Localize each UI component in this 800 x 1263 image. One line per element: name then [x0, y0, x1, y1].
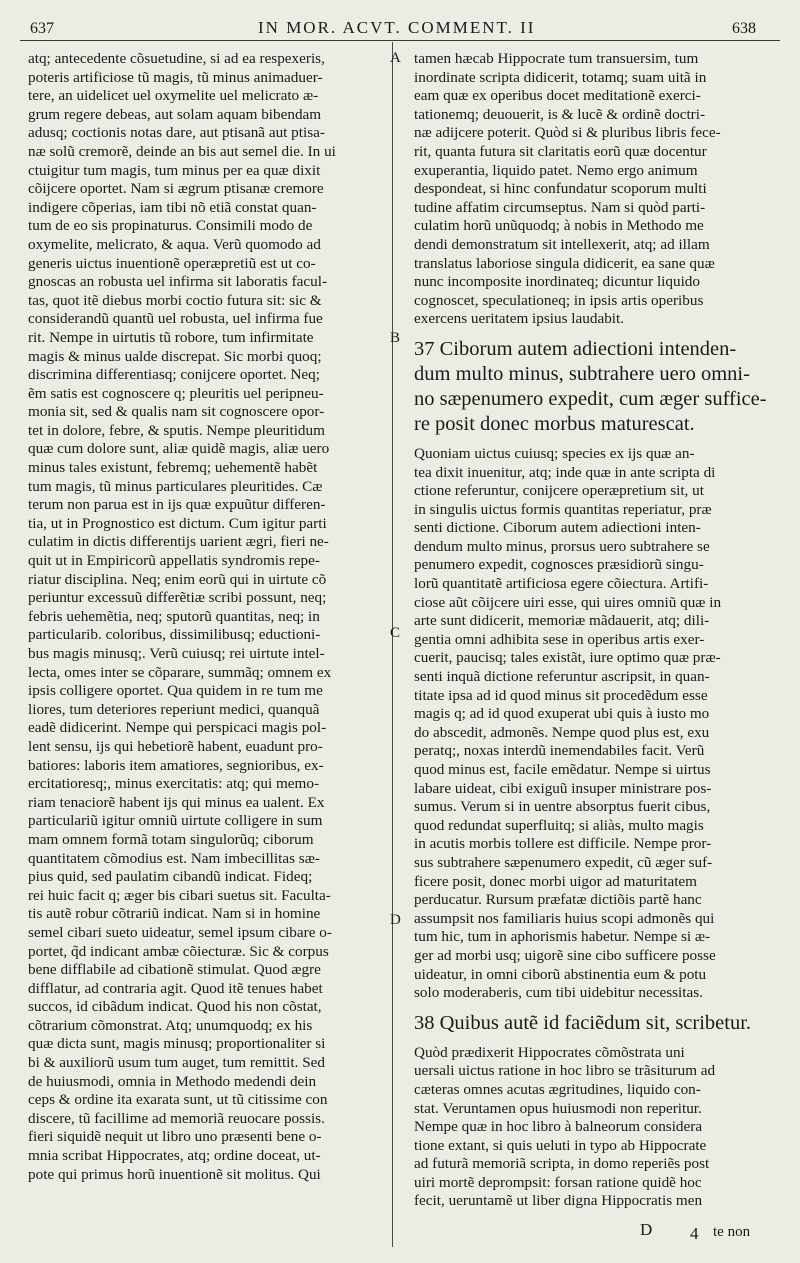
text-line: arte sunt didicerit, memoriæ mãdauerit, atq; dili-	[414, 612, 710, 630]
text-line: uersali uictus ratione in hoc libro se trãsiturum ad	[414, 1062, 716, 1080]
right-column-text-middle	[414, 445, 778, 1003]
running-title: IN MOR. ACVT. COMMENT. II	[258, 18, 536, 37]
text-line: quod minus est, facile emẽdatur. Nempe si uirtus	[414, 761, 711, 778]
text-line: discere, tũ facillime ad memoriã reuocare possis.	[28, 1109, 325, 1127]
text-line: febris uehemẽtia, neq; sputorũ quantitas, neq; in	[28, 607, 320, 625]
right-column	[414, 50, 778, 1211]
text-line: labare uideat, cibi exiguũ insuper ministrare pos-	[414, 779, 712, 797]
text-line: næ adijcere poterit. Quòd si & pluribus libris fece-	[414, 124, 721, 142]
text-line: inordinate scripta didicerit, totamq; suam uitã in	[414, 68, 707, 86]
text-line: cõijcere oportet. Nam si ægrum ptisanæ cremore	[28, 180, 324, 198]
text-line: in singulis uictus formis quantitas reperiatur, præ	[414, 500, 712, 518]
text-line: lorũ quantitatẽ artificiosa egere cõiectura. Artifi-	[414, 575, 709, 593]
text-line: uideatur, in omni ciborũ abstinentia eum & potu	[414, 965, 707, 983]
signature-mark: D	[640, 1220, 653, 1239]
text-line: culatim in dictis differentijs uarient ægri, fieri ne-	[28, 533, 329, 551]
text-line: grum regere debeas, aut solam aquam bibendam	[28, 105, 322, 123]
text-line: pote qui primus horũ inuentionẽ sit molitus. Qui	[28, 1165, 321, 1183]
text-line: portet, q̃d indicant ambæ cõiecturæ. Sic & corpus	[28, 942, 329, 960]
text-line: riatur disciplina. Neq; enim eorũ qui in uirtute cõ	[28, 570, 327, 588]
page-number-right: 638	[732, 20, 756, 37]
catchword: te non	[713, 1224, 751, 1240]
text-line: tum hic, tum in aphorismis habetur. Nempe si æ-	[414, 928, 711, 946]
section-marker-c: C	[390, 625, 401, 641]
left-column	[28, 50, 384, 1184]
text-line: tione extant, si quis ueluti in typo ab Hippocrate	[414, 1136, 707, 1154]
right-column-text-bottom	[414, 1044, 778, 1211]
text-line: assumpsit nos familiaris huius scopi admonẽs qui	[414, 909, 715, 927]
text-line: tudine affatim circumseptus. Nam si quòd parti-	[414, 198, 706, 216]
text-line: difflatur, ad contraria agit. Quod itẽ tenues habet	[28, 979, 323, 997]
text-line: lecta, omes inter se cõparare, summãq; omnem ex	[28, 663, 332, 681]
text-line: discrimina differentiasq; conijcere oportet. Neq;	[28, 366, 320, 384]
text-line: Quoniam uictus cuiusq; species ex ijs quæ an-	[414, 444, 695, 462]
header-rule	[20, 40, 780, 41]
heading-line: 37 Ciborum autem adiectioni intenden-	[414, 337, 737, 360]
text-line: translatus laboriose singula didicerit, ea sane quæ	[414, 254, 715, 272]
text-line: ger ad morbi usq; uigorẽ sine cibo sufficere posse	[414, 946, 716, 964]
text-line: poteris artificiose tũ magis, tũ minus animaduer-	[28, 68, 323, 86]
text-line: generis uictus inuentionẽ operæpretiũ est ut co-	[28, 254, 316, 272]
text-line: stat. Veruntamen opus huiusmodi non reperitur.	[414, 1099, 702, 1117]
text-line: atq; antecedente cõsuetudine, si ad ea respexeris,	[28, 50, 325, 67]
text-line: gnoscas an robusta uel infirma sit laboratis facul-	[28, 273, 328, 291]
text-line: dendum multo minus, prorsus uero subtrahere se	[414, 537, 710, 555]
text-line: quantitatem cõmodius est. Nam imbecillitas sæ-	[28, 849, 320, 867]
text-line: quit ut in Empiricorũ appellatis syndromis repe-	[28, 552, 320, 570]
text-line: fecit, ueruntamẽ ut liber digna Hippocratis men	[414, 1192, 703, 1210]
text-line: dendi demonstratum sit intellexerit, atq; ad illam	[414, 235, 710, 253]
text-line: ipsis colligere oportet. Qua quidem in re tum me	[28, 682, 323, 700]
text-line: ciose aũt cõijcere uiri esse, qui uires omniũ quæ in	[414, 593, 722, 611]
text-line: ceps & ordine ita exarata sunt, ut tũ citissime con	[28, 1091, 328, 1109]
text-line: riam tenaciorẽ habent ijs qui minus ea ualent. Ex	[28, 793, 325, 811]
text-line: tamen hæcab Hippocrate tum transuersim, tum	[414, 50, 699, 67]
text-line: mnia scribat Hippocrates, atq; ordine doceat, ut-	[28, 1147, 321, 1165]
text-line: senti dictione. Ciborum autem adiectioni inten-	[414, 519, 701, 537]
page-header	[0, 0, 800, 44]
text-line: quod redundat superfluitq; si aliàs, multo magis	[414, 816, 704, 834]
text-line: semel cibari sueto uideatur, semel ipsum cibare o-	[28, 923, 332, 941]
text-line: cõtrarium cõmonstrat. Atq; unumquodq; ex his	[28, 1016, 313, 1034]
text-line: do abscedit, admonẽs. Nempe quod plus est, exu	[414, 723, 710, 741]
text-line: tis autẽ robur cõtrariũ indicat. Nam si in homine	[28, 905, 321, 923]
text-line: perducatur. Rursum præfatæ dictiõis partẽ hanc	[414, 891, 702, 909]
text-line: tea dixit inuenitur, atq; inde quæ in ante scripta di	[414, 463, 716, 481]
text-line: exercens ueritatem ipsius laudabit.	[414, 310, 625, 328]
text-line: considerandũ quantũ uel robusta, uel infirma fue	[28, 310, 323, 328]
text-line: culatim horũ unũquodq; à nobis in Methodo me	[414, 217, 704, 235]
text-line: adusq; coctionis notas dare, aut ptisanã aut ptisa-	[28, 124, 325, 142]
section-marker-a: A	[390, 50, 401, 66]
text-line: particularib. coloribus, dissimilibusq; eductioni-	[28, 626, 321, 644]
text-line: uiri mortẽ deprompsit: forsan ratione quidẽ hoc	[414, 1173, 702, 1191]
text-line: monia sit, sed & qualis nam sit cognoscere opor-	[28, 403, 325, 421]
text-line: cæteras omnes acutas ægritudines, liquido con-	[414, 1080, 701, 1098]
text-line: penumero expedit, cognosces præsidiorũ singu-	[414, 556, 704, 574]
text-line: senti inquã dictione referuntur ascripsit, in quan-	[414, 668, 710, 686]
heading-38: 38 Quibus autẽ id faciẽdum sit, scribetur.	[414, 1011, 752, 1034]
text-line: eam quæ ex operibus docet meditationẽ exerci-	[414, 87, 701, 105]
text-line: ad futurã memoriã scripta, in domo reperiẽs post	[414, 1155, 710, 1173]
signature-number: 4	[690, 1224, 699, 1243]
text-line: bus magis minusq;. Verũ cuiusq; rei uirtute intel-	[28, 645, 325, 662]
heading-line: re posit donec morbus maturescat.	[414, 412, 695, 435]
text-line: particulariũ igitur omniũ uirtute colligere in sum	[28, 812, 323, 830]
text-line: ẽm satis est cognoscere q; pleuritis uel peripneu-	[28, 384, 324, 402]
text-line: fieri siquidẽ nequit ut libro uno præsenti bene o-	[28, 1128, 322, 1146]
text-line: oxymelite, melicrato, & aqua. Verũ quomodo ad	[28, 235, 321, 253]
page-number-left: 637	[30, 20, 54, 37]
text-line: ficere posit, donec morbi uigor ad maturitatem	[414, 872, 697, 890]
text-line: mam omnem formã totam singulorũq; ciborum	[28, 830, 314, 848]
text-line: tia, ut in Prognostico est dictum. Cum igitur parti	[28, 514, 327, 532]
text-line: succos, id cibãdum indicat. Quod his non cõstat,	[28, 998, 322, 1016]
text-line: tum magis, tũ minus particulares pleuritides. Cæ	[28, 477, 323, 495]
text-line: eadẽ didicerint. Nempe qui perspicaci magis pol-	[28, 719, 327, 737]
text-line: in acutis morbis tollere est difficile. Nempe pror-	[414, 835, 712, 853]
text-line: terum non parua est in ijs quæ expuũtur differen-	[28, 496, 326, 514]
text-line: batiores: laboris item amatiores, segnioribus, ex-	[28, 756, 324, 774]
text-line: ctione referuntur, conijcere operæpretium sit, ut	[414, 482, 704, 500]
text-line: tet in dolore, febre, & sputis. Nempe pleuritidum	[28, 421, 325, 439]
text-line: peratq;, noxas interdũ inemendabiles facit. Verũ	[414, 742, 705, 760]
text-line: periuntur excessuũ differẽtiæ scribi possunt, neq;	[28, 589, 327, 607]
text-line: tas, quot itẽ diebus morbi coctio futura sit: sic &	[28, 291, 322, 309]
text-line: despondeat, si hinc confundatur scoporum multi	[414, 180, 707, 198]
text-line: magis q; ad id quod exuperat ubi quis à iusto mo	[414, 705, 710, 723]
text-line: de huiusmodi, omnia in Methodo medendi dein	[28, 1072, 317, 1090]
text-line: tationemq; deuouerit, is & lucẽ & ordinẽ doctri-	[414, 105, 706, 123]
heading-line: dum multo minus, subtrahere uero omni-	[414, 362, 750, 385]
text-line: titate ipsa ad id quod minus sit procedẽdum esse	[414, 686, 708, 704]
text-line: cuerit, paucisq; tales existãt, iure optimo quæ præ-	[414, 649, 721, 667]
text-line: ctuigitur tum magis, tum minus per ea quæ dixit	[28, 161, 321, 179]
text-line: sus subtrahere sæpenumero expedit, cũ æger suf-	[414, 853, 713, 871]
text-line: Nempe quæ in hoc libro à balneorum considera	[414, 1118, 703, 1136]
text-line: rit, quanta futura sit claritatis eorũ quæ docentur	[414, 142, 707, 160]
text-line: quæ cum dolore sunt, aliæ quidẽ magis, aliæ uero	[28, 440, 330, 458]
text-line: solo moderaberis, cum tibi uidebitur necessitas.	[414, 984, 703, 1002]
text-line: magis & minus ualde discrepat. Sic morbi quoq;	[28, 347, 322, 365]
heading-line: no sæpenumero expedit, cum æger suffice-	[414, 387, 767, 410]
text-line: bene difflabile ad cibationẽ stimulat. Quod ægre	[28, 961, 321, 979]
section-marker-d: D	[390, 912, 401, 928]
text-line: rei huic facit q; æger bis cibari suetus sit. Faculta-	[28, 886, 331, 904]
text-line: liores, tum deteriores reperiunt medici, quanquã	[28, 700, 320, 718]
section-marker-b: B	[390, 330, 401, 346]
heading-37	[414, 337, 778, 437]
text-line: indigere cõperias, iam tibi nõ etiã constat quan-	[28, 198, 317, 216]
text-line: rit. Nempe in uirtutis tũ robore, tum infirmitate	[28, 328, 314, 346]
text-line: tum de eo sis propinaturus. Consimili modo de	[28, 217, 313, 235]
text-line: gentia omni adhibita sese in operibus artis exer-	[414, 630, 705, 648]
text-line: Quòd prædixerit Hippocrates cõmõstrata uni	[414, 1043, 685, 1061]
text-line: cognoscet, speculationeq; in ipsis artis operibus	[414, 291, 704, 309]
text-line: nunc incomposite inordinateq; dicuntur liquido	[414, 273, 700, 291]
text-line: ercitatioresq;, minus exercitatis: atq; qui memo-	[28, 775, 320, 793]
text-line: minus tales existunt, febremq; uehementẽ habẽt	[28, 459, 318, 477]
text-line: bi & auxiliorũ usum tum auget, tum remittit. Sed	[28, 1054, 325, 1072]
text-line: quæ dicta sunt, magis minusq; proportionaliter si	[28, 1035, 326, 1053]
column-divider	[392, 42, 393, 1247]
text-line: pius quid, sed paulatim cibandũ indicat. Fideq;	[28, 868, 313, 886]
text-line: exuperantia, liquido patet. Nemo ergo animum	[414, 161, 698, 179]
text-line: sumus. Verum si in uentre absorptus fuerit cibus,	[414, 798, 711, 816]
text-line: tere, an uidelicet uel oxymelite uel melicrato æ-	[28, 87, 319, 105]
text-line: næ solũ cremorẽ, deinde an bis aut semel die. In ui	[28, 142, 336, 160]
text-line: lent sensu, ijs qui hebetiorẽ habent, euadunt pro-	[28, 737, 323, 755]
right-column-text-top	[414, 50, 778, 329]
